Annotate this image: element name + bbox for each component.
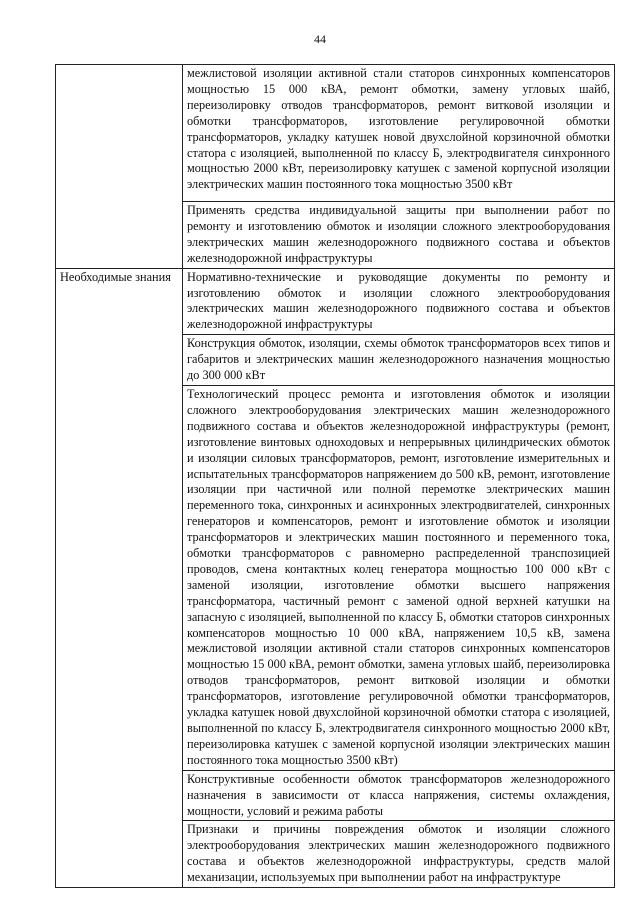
- row-text-cell: Применять средства индивидуальной защиты при выполнении работ по ремонту и изготовлению обмоток и изоляции сложного электрооборудования электрических машин железнодорожного подвижного состава и объектов железнодорожной инфраструктуры: [183, 202, 615, 269]
- row-label-cell: Необходимые знания: [56, 268, 183, 887]
- table-row: [56, 65, 615, 202]
- row-label-cell: [56, 65, 183, 269]
- row-text-cell: Конструкция обмоток, изоляции, схемы обмоток трансформаторов всех типов и габаритов и электрических машин железнодорожного назначения мощностью до 300 000 кВт: [183, 335, 615, 386]
- row-text-cell: Конструктивные особенности обмоток трансформаторов железнодорожного назначения в зависимости от класса напряжения, системы охлаждения, мощности, условий и режима работы: [183, 770, 615, 821]
- competency-table: [55, 64, 615, 888]
- row-text-cell: Технологический процесс ремонта и изготовления обмоток и изоляции сложного электрооборудования электрических машин железнодорожного подвижного состава и объектов железнодорожной инфраструктуры (ремонт, изготовление винтовых одноходовых и непрерывных цилиндрических обмоток и изоляции силовых трансформаторов, ремонт, изготовление измерительных и испытательных трансформаторов напряжением до 500 кВ, ремонт, изготовление изоляции при частичной или полной перемотке электрических машин переменного тока, синхронных и асинхронных электродвигателей, синхронных генераторов и компенсаторов, ремонт и изготовление обмоток и изоляции трансформаторов и электрических машин постоянного и переменного тока, обмотки трансформаторов с равномерно распределенной транспозицией проводов, смена контактных колец генератора мощностью 100 000 кВт с заменой изоляции, изготовление обмотки высшего напряжения трансформатора, частичный ремонт с заменой одной верхней катушки на запасную с изоляцией, выполненной по классу Б, обмотки статоров синхронных компенсаторов мощностью 10 000 кВА, напряжением 10,5 кВ, замена межлистовой изоляции активной стали статоров синхронных компенсаторов мощностью 15 000 кВА, ремонт обмотки, замена угловых шайб, переизолировка отводов трансформаторов, ремонт витковой изоляции и обмотки трансформаторов, изготовление регулировочной обмотки трансформаторов, укладка катушек новой двухслойной корзиночной обмотки статора с изоляцией, выполненной по классу Б, электродвигателя синхронного мощностью 2000 кВт, переизолировка катушек с заменой корпусной изоляции электрических машин постоянного тока мощностью 3500 кВт): [183, 385, 615, 770]
- page-number: 44: [314, 32, 326, 46]
- table-row: [56, 268, 615, 335]
- row-text-cell: межлистовой изоляции активной стали статоров синхронных компенсаторов мощностью 15 000 кВА, ремонт обмотки, замену угловых шайб, переизолировку отводов трансформаторов, ремонт витковой изоляции и обмотки трансформаторов, изготовление регулировочной обмотки трансформаторов, укладку катушек новой двухслойной корзиночной обмотки статора с изоляцией, выполненной по классу Б, электродвигателя синхронного мощностью 2000 кВт, переизолировку катушек с заменой корпусной изоляции электрических машин постоянного тока мощностью 3500 кВт: [183, 65, 615, 202]
- row-text-cell: Признаки и причины повреждения обмоток и изоляции сложного электрооборудования электрических машин железнодорожного подвижного состава и объектов железнодорожной инфраструктуры, средств малой механизации, используемых при выполнении работ на инфраструктуре: [183, 821, 615, 888]
- row-text-cell: Нормативно-технические и руководящие документы по ремонту и изготовлению обмоток и изоляции сложного электрооборудования электрических машин железнодорожного подвижного состава и объектов железнодорожной инфраструктуры: [183, 268, 615, 335]
